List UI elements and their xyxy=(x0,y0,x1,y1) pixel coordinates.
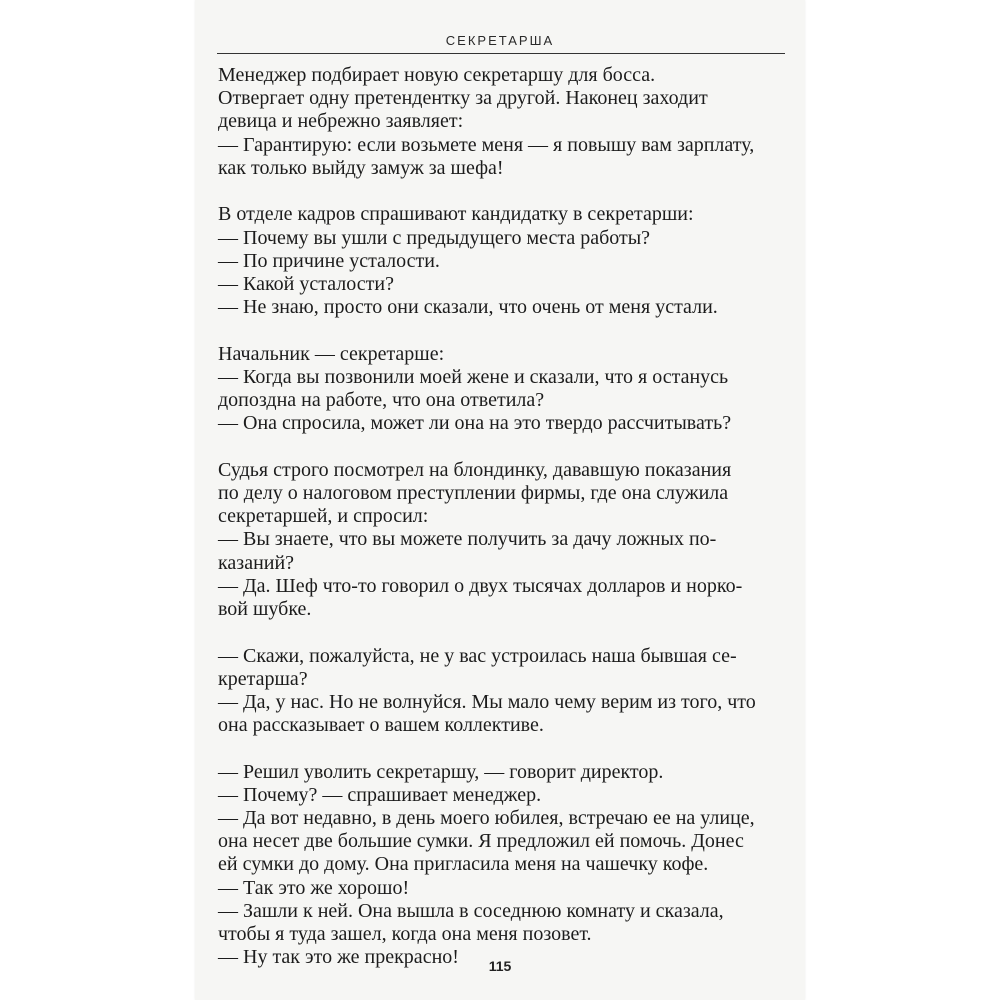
text-line: допоздна на работе, что она ответила? xyxy=(218,389,545,412)
text-line: — Вы знаете, что вы можете получить за дачу ложных по- xyxy=(218,528,717,551)
text-line: казаний? xyxy=(218,551,295,574)
text-line: чтобы я туда зашел, когда она меня позовет. xyxy=(218,922,592,945)
text-line: Отвергает одну претендентку за другой. Наконец заходит xyxy=(218,87,708,110)
text-line: — Да, у нас. Но не волнуйся. Мы мало чему верим из того, что xyxy=(218,690,756,713)
text-line: как только выйду замуж за шефа! xyxy=(218,156,504,179)
text-line: — Гарантирую: если возьмете меня — я повышу вам зарплату, xyxy=(218,133,755,156)
text-line: — Не знаю, просто они сказали, что очень от меня устали. xyxy=(218,296,718,319)
running-head: СЕКРЕТАРША xyxy=(445,33,555,48)
text-line: по делу о налоговом преступлении фирмы, где она служила xyxy=(218,481,729,504)
text-line: Менеджер подбирает новую секретаршу для босса. xyxy=(218,64,656,86)
text-line: — Почему вы ушли с предыдущего места работы? xyxy=(218,226,651,249)
text-line: — Да. Шеф что-то говорил о двух тысячах долларов и норко- xyxy=(218,574,743,597)
page-number: 115 xyxy=(488,958,512,974)
text-line: — Решил уволить секретаршу, — говорит директор. xyxy=(218,760,664,783)
text-line: — Ну так это же прекрасно! xyxy=(218,946,459,969)
text-line: — Когда вы позвонили моей жене и сказали, что я останусь xyxy=(218,365,729,388)
text-line: — Почему? — спрашивает менеджер. xyxy=(218,783,542,806)
text-line: Судья строго посмотрел на блондинку, дававшую показания xyxy=(218,458,732,481)
text-line: девица и небрежно заявляет: xyxy=(218,110,464,133)
joke-1 xyxy=(218,64,788,180)
text-line: — Она спросила, может ли она на это твердо рассчитывать? xyxy=(218,412,732,435)
text-line: — Зашли к ней. Она вышла в соседнюю комнату и сказала, xyxy=(218,899,724,922)
joke-2 xyxy=(218,203,788,319)
joke-4 xyxy=(218,459,788,621)
text-line: Начальник — секретарше: xyxy=(218,342,445,365)
page-body xyxy=(218,64,788,969)
text-line: — Какой усталости? xyxy=(218,272,394,295)
text-line: — По причине усталости. xyxy=(218,249,440,272)
text-line: она рассказывает о вашем коллективе. xyxy=(218,714,544,737)
text-line: — Да вот недавно, в день моего юбилея, встречаю ее на улице, xyxy=(218,807,755,830)
text-line: В отделе кадров спрашивают кандидатку в секретарши: xyxy=(218,203,694,226)
text-line: кретарша? xyxy=(218,667,308,690)
text-line: она несет две большие сумки. Я предложил ей помочь. Донес xyxy=(218,830,744,853)
text-line: — Так это же хорошо! xyxy=(218,876,410,899)
joke-6 xyxy=(218,761,788,970)
book-page xyxy=(195,0,805,1000)
joke-5 xyxy=(218,645,788,738)
text-line: ей сумки до дому. Она пригласила меня на чашечку кофе. xyxy=(218,853,709,876)
text-line: секретаршей, и спросил: xyxy=(218,505,429,528)
text-line: — Скажи, пожалуйста, не у вас устроилась наша бывшая се- xyxy=(218,644,737,667)
text-line: вой шубке. xyxy=(218,597,312,620)
header-rule xyxy=(217,53,785,54)
joke-3 xyxy=(218,343,788,436)
